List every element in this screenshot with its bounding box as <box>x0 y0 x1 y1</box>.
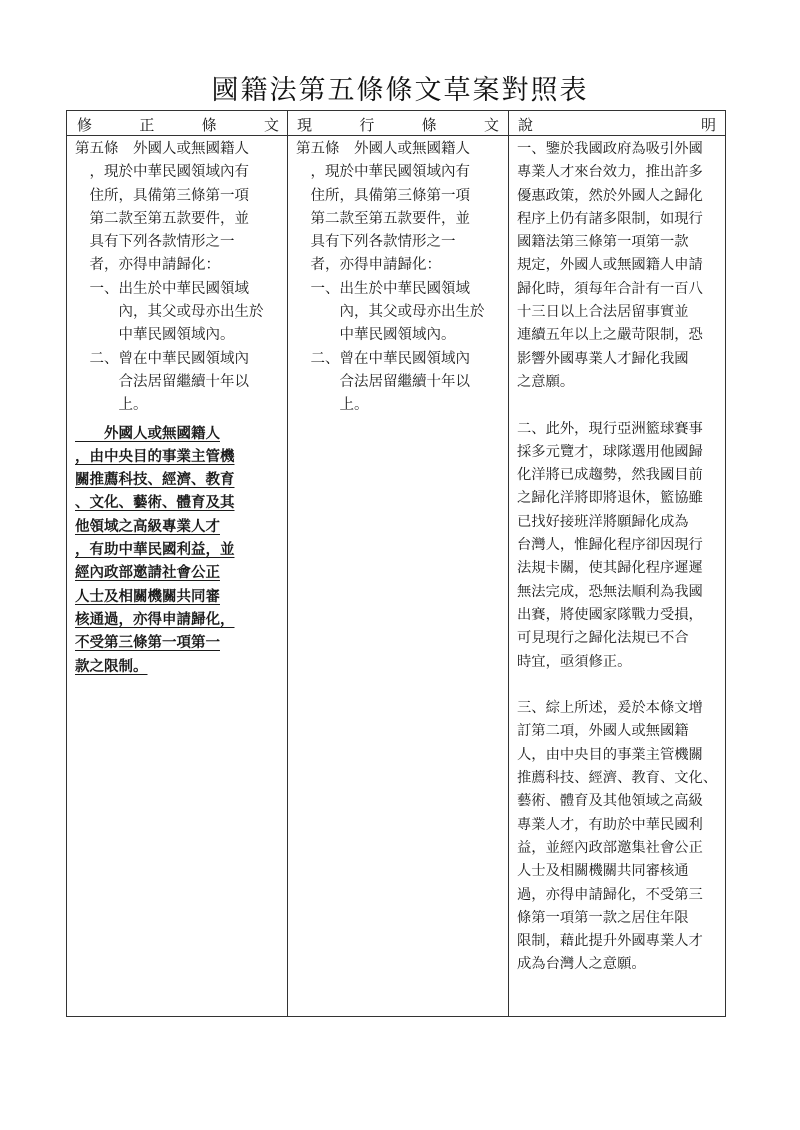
article-line: 住所，具備第三條第一項 <box>296 187 470 204</box>
new-article-line: 不受第三條第一項第一 <box>75 634 220 652</box>
new-article-line: 關推薦科技、經濟、教育 <box>75 471 235 489</box>
explanation-line: 益，並經內政部邀集社會公正 <box>517 839 703 856</box>
document-title: 國籍法第五條條文草案對照表 <box>211 75 589 106</box>
article-line: 一、出生於中華民國領域 <box>296 280 470 297</box>
article-line: 中華民國領域內。 <box>75 327 235 344</box>
article-line: 第二款至第五款要件，並 <box>75 210 249 227</box>
explanation-line: 專業人才來台效力，推出許多 <box>517 164 703 181</box>
header-current-text: 現 行 條 文 <box>297 116 499 134</box>
current-article-cell <box>296 138 504 418</box>
header-explanation: 說 明 <box>518 116 716 134</box>
explanation-line: 連續五年以上之嚴苛限制，恐 <box>517 327 703 344</box>
explanation-line: 之歸化洋將即將退休，籃協雖 <box>517 490 703 507</box>
new-article-line: 外國人或無國籍人 <box>75 424 220 442</box>
explanation-line: 國籍法第三條第一項第一款 <box>517 234 689 251</box>
new-article-line: ，由中央目的事業主管機 <box>75 447 235 465</box>
explanation-line: 化洋將已成趨勢，然我國目前 <box>517 467 703 484</box>
explanation-line: 無法完成，恐無法順利為我國 <box>517 583 703 600</box>
explanation-line: 優惠政策，然於外國人之歸化 <box>517 187 703 204</box>
article-line: 合法居留繼續十年以 <box>296 373 470 390</box>
paragraph-gap <box>517 394 721 417</box>
article-line: 具有下列各款情形之一 <box>75 234 235 251</box>
explanation-line: 歸化時，須每年合計有一百八 <box>517 280 703 297</box>
explanation-line: 時宜，亟須修正。 <box>517 653 632 670</box>
explanation-line: 之意願。 <box>517 373 575 390</box>
column-divider <box>508 111 509 1016</box>
article-line: 內，其父或母亦出生於 <box>75 304 264 321</box>
explanation-line: 一、鑒於我國政府為吸引外國 <box>517 141 703 157</box>
column-divider <box>287 111 288 1016</box>
explanation-line: 十三日以上合法居留事實並 <box>517 304 689 321</box>
article-line: 者，亦得申請歸化： <box>75 257 220 274</box>
new-article-line: 經內政部邀請社會公正 <box>75 564 220 582</box>
comparison-table <box>66 110 726 1017</box>
article-line: 一、出生於中華民國領域 <box>75 280 249 297</box>
explanation-line: 推薦科技、經濟、教育、文化、 <box>517 770 718 787</box>
article-line: 二、曾在中華民國領域內 <box>75 350 249 367</box>
explanation-cell <box>517 138 721 977</box>
explanation-line: 條第一項第一款之居住年限 <box>517 909 689 926</box>
article-line: 合法居留繼續十年以 <box>75 373 249 390</box>
article-line: ，現於中華民國領域內有 <box>296 164 470 181</box>
article-line: 第五條 外國人或無國籍人 <box>75 141 249 157</box>
new-article-line: ，有助中華民國利益，並 <box>75 541 235 559</box>
explanation-line: 人，由中央目的事業主管機關 <box>517 746 703 763</box>
explanation-line: 訂第二項，外國人或無國籍 <box>517 723 689 740</box>
article-line: 二、曾在中華民國領域內 <box>296 350 470 367</box>
explanation-line: 三、綜上所述，爰於本條文增 <box>517 700 703 717</box>
explanation-paragraph-1 <box>517 138 721 394</box>
explanation-line: 藝術、體育及其他領域之高級 <box>517 793 703 810</box>
article-line: 者，亦得申請歸化： <box>296 257 441 274</box>
explanation-line: 專業人才，有助於中華民國利 <box>517 816 703 833</box>
explanation-line: 限制，藉此提升外國專業人才 <box>517 933 703 950</box>
new-paragraph <box>75 422 283 678</box>
article-line: 具有下列各款情形之一 <box>296 234 456 251</box>
article-line: ，現於中華民國領域內有 <box>75 164 249 181</box>
explanation-line: 程序上仍有諸多限制，如現行 <box>517 210 703 227</box>
explanation-paragraph-2 <box>517 418 721 674</box>
paragraph-gap <box>517 674 721 697</box>
new-article-line: 款之限制。 <box>75 657 148 675</box>
new-article-line: 、文化、藝術、體育及其 <box>75 494 235 512</box>
explanation-line: 成為台灣人之意願。 <box>517 956 646 973</box>
article-line: 住所，具備第三條第一項 <box>75 187 249 204</box>
explanation-line: 法規卡關，使其歸化程序遲遲 <box>517 560 703 577</box>
new-article-line: 人士及相關機關共同審 <box>75 587 220 605</box>
new-article-line: 核通過，亦得申請歸化， <box>75 610 235 628</box>
new-article-line: 他領域之高級專業人才 <box>75 517 220 535</box>
header-divider <box>67 135 725 136</box>
amended-article-cell <box>75 138 283 678</box>
article-line: 上。 <box>75 397 148 414</box>
article-line: 內，其父或母亦出生於 <box>296 304 485 321</box>
explanation-line: 過，亦得申請歸化，不受第三 <box>517 886 703 903</box>
explanation-line: 人士及相關機關共同審核通 <box>517 863 689 880</box>
explanation-line: 已找好接班洋將願歸化成為 <box>517 513 689 530</box>
explanation-line: 採多元覽才，球隊選用他國歸 <box>517 443 703 460</box>
article-line: 第五條 外國人或無國籍人 <box>296 141 470 157</box>
explanation-line: 規定，外國人或無國籍人申請 <box>517 257 703 274</box>
explanation-line: 可見現行之歸化法規已不合 <box>517 630 689 647</box>
explanation-line: 二、此外，現行亞洲籃球賽事 <box>517 420 703 437</box>
explanation-line: 影響外國專業人才歸化我國 <box>517 350 689 367</box>
explanation-line: 出賽，將使國家隊戰力受損， <box>517 606 703 623</box>
header-amended-text: 修 正 條 文 <box>77 116 279 134</box>
explanation-line: 台灣人，惟歸化程序卻因現行 <box>517 537 703 554</box>
article-line: 第二款至第五款要件，並 <box>296 210 470 227</box>
explanation-paragraph-3 <box>517 697 721 977</box>
article-line: 上。 <box>296 397 369 414</box>
article-line: 中華民國領域內。 <box>296 327 456 344</box>
